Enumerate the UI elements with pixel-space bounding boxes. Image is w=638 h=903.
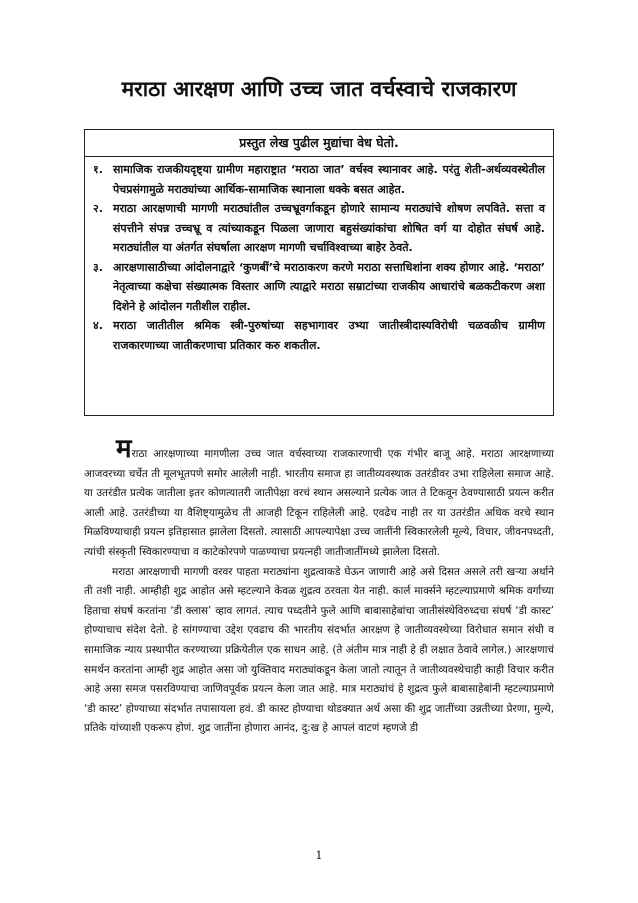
page-number: 1 [315, 849, 323, 862]
summary-item-text: मराठा आरक्षणाची मागणी मराठ्यांतील उच्चभ्रूवर्गाकडून होणारे सामान्य मराठ्यांचे शोषण लपविते. सत्ता व संपत्तीने संपन्न उच्चभ्रू व त्यांच्याकडून पिळला जाणारा बहुसंख्यांकांचा शोषित वर्ग या दोहोत संघर्ष आहे. मराठ्यांतील या अंतर्गत संघर्षाला आरक्षण मागणी चर्चाविश्वाच्या बाहेर ठेवते. [113, 202, 545, 254]
summary-item-text: मराठा जातीतील श्रमिक स्त्री-पुरुषांच्या सहभागावर उभ्या जातीस्त्रीदास्यविरोधी चळवळीच ग्रामीण राजकारणाच्या जातीकरणाचा प्रतिकार करु शकतील. [113, 319, 545, 352]
summary-item [93, 160, 545, 199]
summary-item-text: सामाजिक राजकीयदृष्ट्या ग्रामीण महाराष्ट्रात ‘मराठा जात’ वर्चस्व स्थानावर आहे. परंतु शेती-अर्थव्यवस्थेतील पेचप्रसंगामुळे मराठ्यांच्या आर्थिक-सामाजिक स्थानाला धक्के बसत आहेत. [113, 163, 545, 196]
article-body [84, 434, 554, 739]
summary-item [93, 199, 545, 258]
summary-box [84, 129, 554, 416]
paragraph-text: राठा आरक्षणाच्या मागणीला उच्च जात वर्चस्वाच्या राजकारणाची एक गंभीर बाजू आहे. मराठा आरक्षणाच्या आजवरच्या चर्चेत ती मूलभूतपणे समोर आलेली नाही. भारतीय समाज हा जातीव्यवस्थाक उतरंडीवर उभा राहिलेला समाज आहे. या उतरंडीत प्रत्येक जातीला इतर कोणत्यातरी जातीपेक्षा वरचं स्थान असल्याने प्रत्येक जात ते टिकवून ठेवण्यासाठी प्रयत्न करीत आली आहे. उतरंडीच्या या वैशिष्ट्यामुळेच ती आजही टिकून राहिलेली आहे. एवढेच नाही तर या उतरंडीत अधिक वरचे स्थान मिळविण्याचाही प्रयत्न इतिहासात झालेला दिसतो. त्यासाठी आपल्यापेक्षा उच्च जातींनी स्विकारलेली मूल्ये, विचार, जीवनपध्दती, त्यांची संस्कृती स्विकारण्याचा व काटेकोरपणे पाळण्याचा प्रयत्नही जातीजातींमध्ये झालेला दिसतो. [84, 448, 554, 558]
summary-list [85, 157, 553, 355]
summary-item-number: ४. [93, 319, 103, 332]
body-paragraph: मराठा आरक्षणाची मागणी वरवर पाहता मराठ्यांना शुद्रत्वाकडे घेऊन जाणारी आहे असे दिसत असले तरी खऱ्या अर्थाने ती तशी नाही. आम्हीही शुद्र आहोत असे म्हटल्याने केवळ शुद्रत्व ठरवता येत नाही. कार्ल मार्क्सने म्हटल्याप्रमाणे श्रमिक वर्गाच्या हिताचा संघर्ष करतांना ‘डी क्लास’ व्हाव लागतं. त्याच पध्दतीने फुले आणि बाबासाहेबांचा जातीसंस्थेविरुध्दचा संघर्ष ‘डी कास्ट’ होण्याचाच संदेश देतो. हे सांगण्याचा उद्देश एवढाच की भारतीय संदर्भात आरक्षण हे जातीव्यवस्थेच्या विरोधात समान संधी व सामाजिक न्याय प्रस्थापीत करण्याच्या प्रक्रियेतील एक साधन आहे. (ते अंतीम मात्र नाही हे ही लक्षात ठेवावे लागेल.) आरक्षणाचं समर्थन करतांना आम्ही शुद्र आहोत असा जो युक्तिवाद मराठ्यांकडून केला जातो त्यातून ते जातीव्यवस्थेचाही काही विचार करीत आहे असा समज पसरविण्याचा जाणिवपूर्वक प्रयत्न केला जात आहे. मात्र मराठ्यांचं हे शुद्रत्व फुले बाबासाहेबांनी म्हटल्याप्रमाणे ‘डी कास्ट’ होण्याच्या संदर्भात तपासायला हवं. डी कास्ट होण्याचा थोडक्यात अर्थ असा की शुद्र जातींच्या उन्नतीच्या प्रेरणा, मुल्ये, प्रतिके यांच्याशी एकरूप होणं. शुद्र जातींना होणारा आनंद, दु:ख हे आपलं वाटणं म्हणजे डी [84, 565, 554, 735]
summary-item-text: आरक्षणासाठीच्या आंदोलनाद्वारे ‘कुणबीं’चे मराठाकरण करणे मराठा सत्ताधिशांना शक्य होणार आहे. ‘मराठा’ नेतृत्वाच्या कक्षेचा संख्यात्मक विस्तार आणि त्याद्वारे मराठा सम्राटांच्या राजकीय आधारांचे बळकटीकरण अशा दिशेने हे आंदोलन गतीशील राहील. [113, 260, 545, 313]
summary-item [93, 316, 545, 355]
summary-item-number: २. [93, 202, 103, 215]
body-paragraph [84, 434, 554, 563]
article-title: मराठा आरक्षण आणि उच्च जात वर्चस्वाचे राजकारण [121, 77, 517, 101]
drop-cap: म [116, 434, 132, 464]
summary-item-number: ३. [93, 260, 103, 274]
summary-heading: प्रस्तुत लेख पुढील मुद्यांचा वेध घेतो. [85, 130, 553, 157]
summary-item [93, 258, 545, 317]
summary-item-number: १. [93, 163, 103, 176]
